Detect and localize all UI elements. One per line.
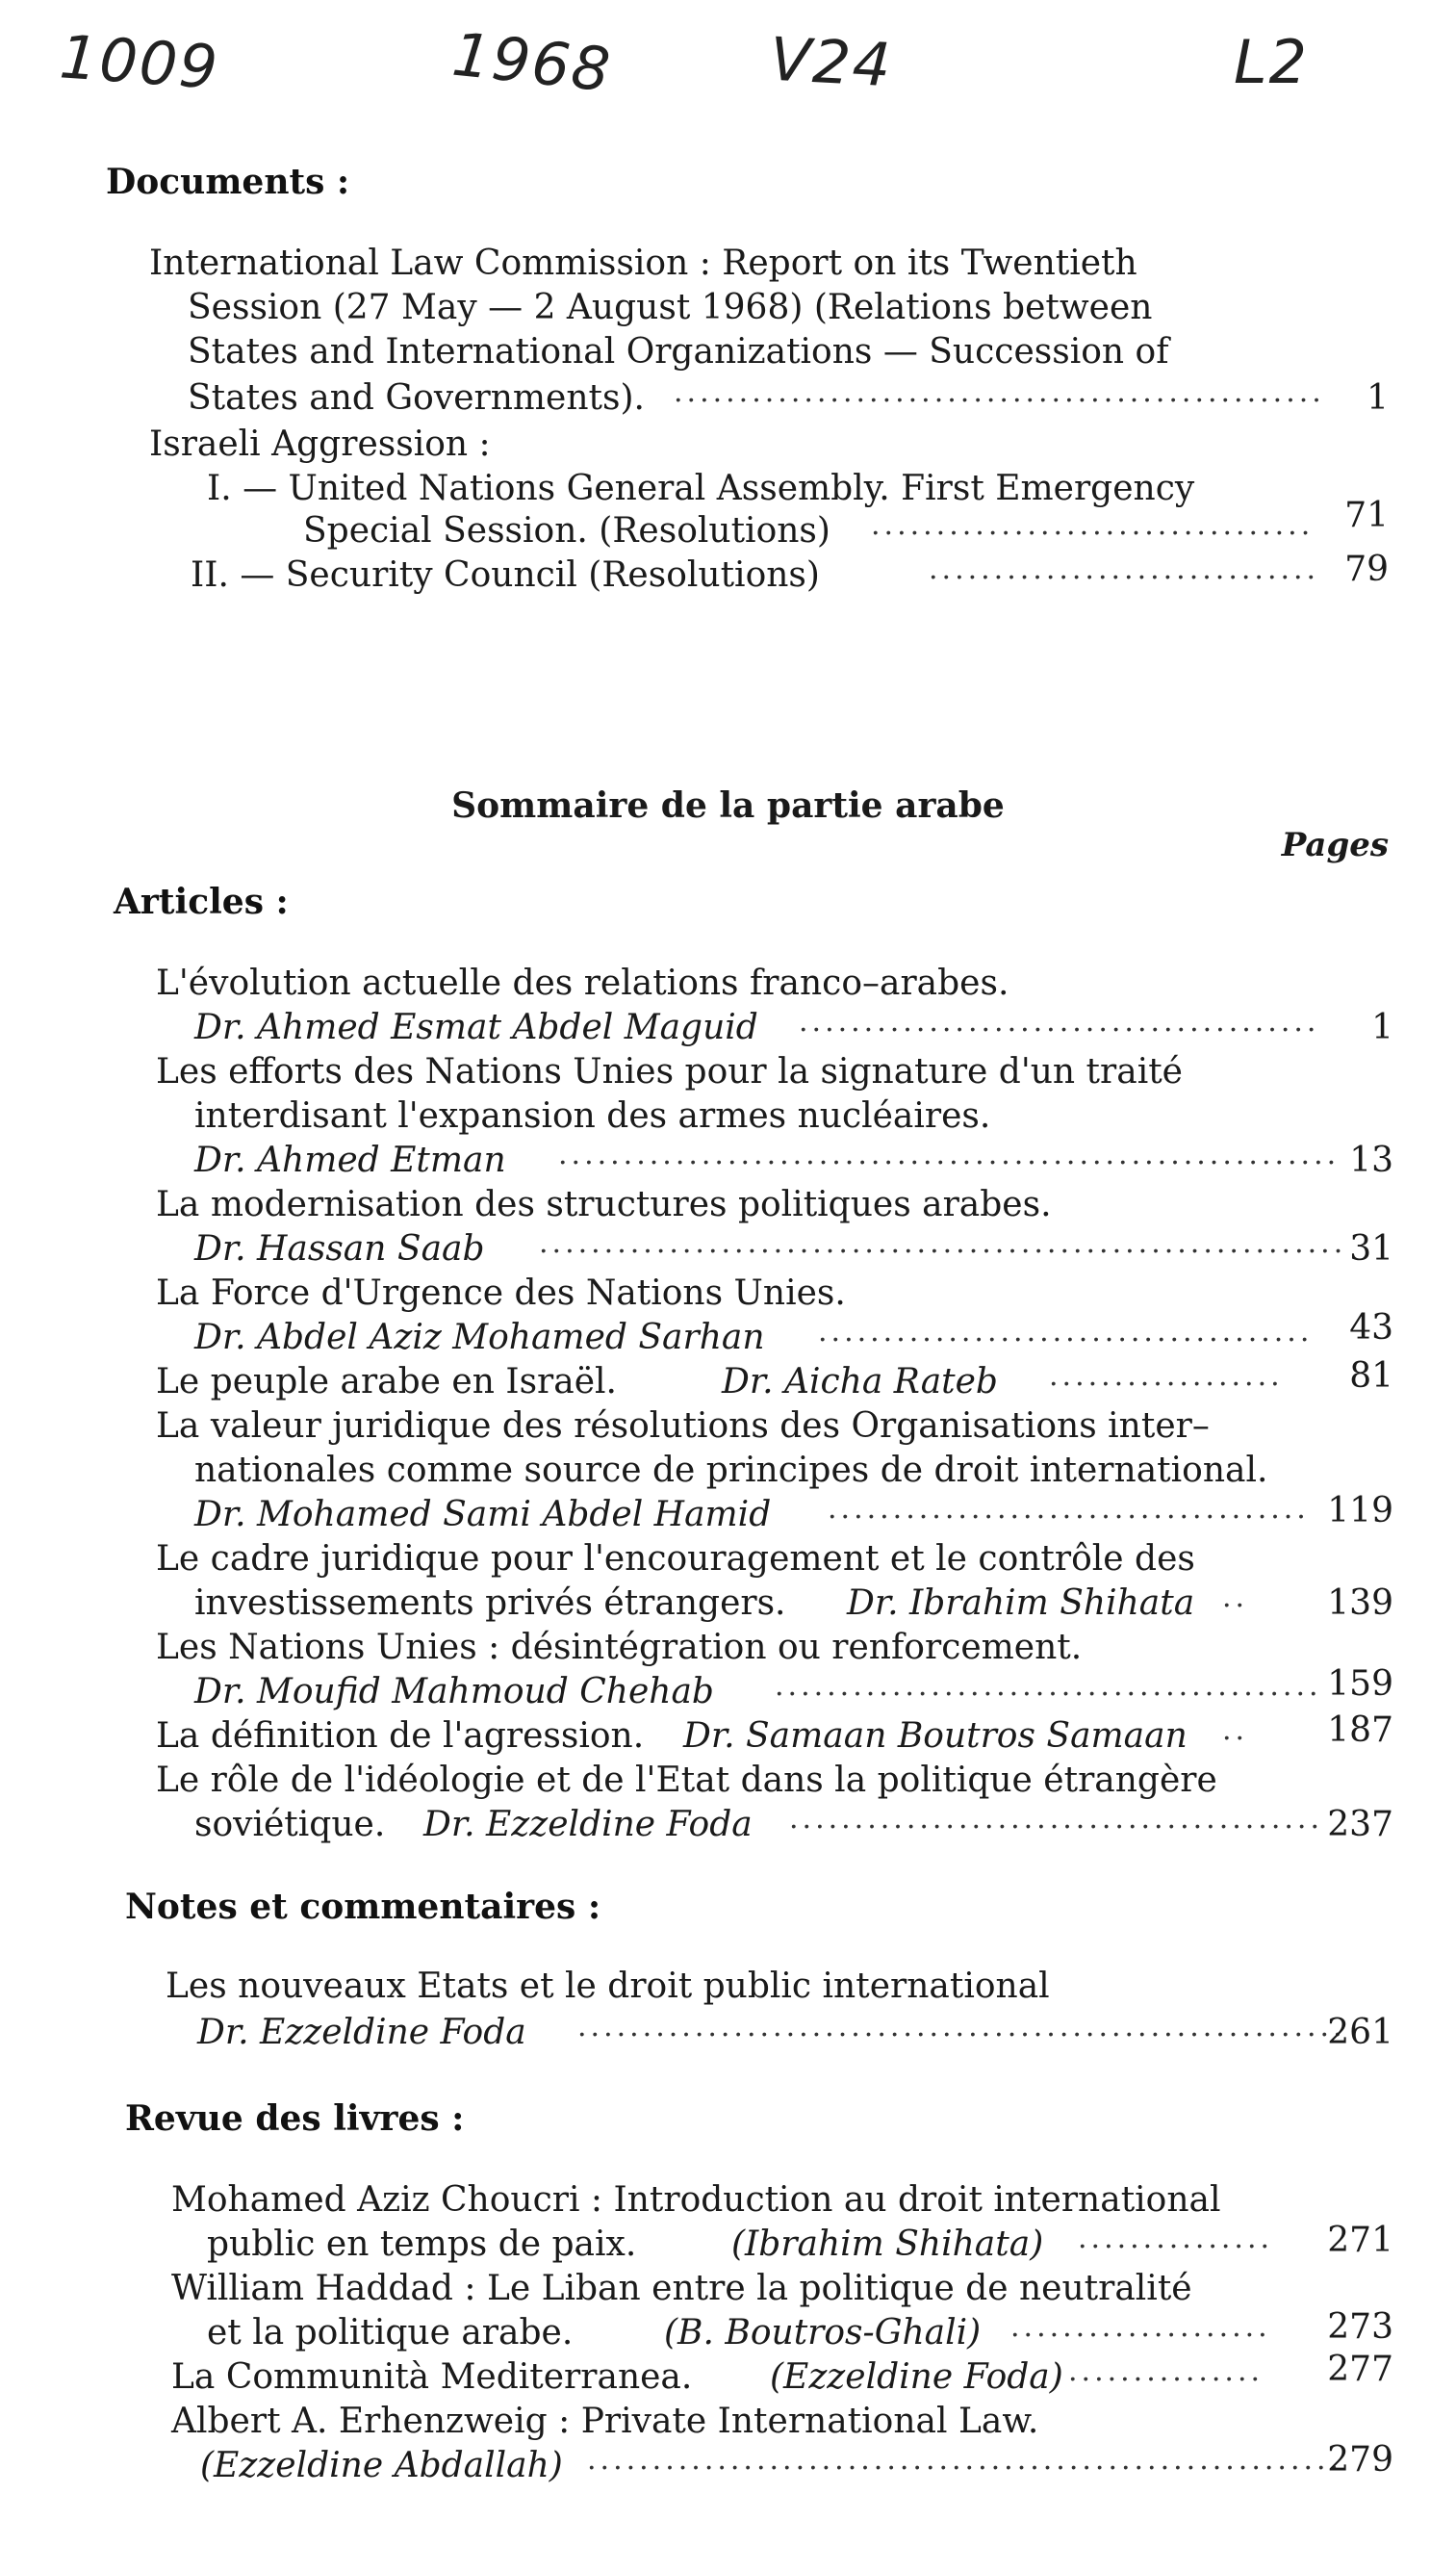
page-number: 237 [1327, 1805, 1393, 1844]
pages-label: Pages [1281, 826, 1389, 864]
page-number: 81 [1349, 1356, 1393, 1396]
book-title: Albert A. Erhenzweig : Private International Law. [171, 2402, 1039, 2441]
page-number: 261 [1327, 2013, 1393, 2052]
page-number: 139 [1327, 1583, 1393, 1623]
israeli-item-1: I. — United Nations General Assembly. First Emergency [207, 469, 1195, 508]
book-reviewer: (B. Boutros-Ghali) [664, 2313, 982, 2352]
book-title-cont: public en temps de paix. [207, 2224, 637, 2264]
toc-line [0, 2179, 1456, 2222]
book-title: William Haddad : Le Liban entre la politique de neutralité [171, 2269, 1192, 2308]
ilc-line-1: International Law Commission : Report on its Twentieth [149, 244, 1137, 283]
page-number: 119 [1327, 1491, 1393, 1530]
article-title: Le rôle de l'idéologie et de l'Etat dans la politique étrangère [156, 1761, 1217, 1800]
toc-line [0, 1627, 1456, 1669]
article-title: La modernisation des structures politiques arabes. [156, 1185, 1052, 1224]
toc-entry [0, 1804, 1456, 1846]
toc-line [0, 1538, 1456, 1581]
article-title-cont: interdisant l'expansion des armes nucléaires. [194, 1096, 991, 1136]
page-number: 1 [1367, 378, 1389, 418]
article-title: Le cadre juridique pour l'encouragement et le contrôle des [156, 1539, 1195, 1579]
page-number: 13 [1349, 1141, 1393, 1180]
page-number: 79 [1344, 550, 1389, 589]
article-title-cont: soviétique. [194, 1805, 386, 1844]
handwritten-number: 1009 [57, 21, 222, 103]
dot-leader: .................................. [871, 508, 1315, 542]
toc-entry [0, 1710, 1456, 1758]
handwritten-year: 1968 [448, 18, 616, 106]
dot-leader: .................. [1049, 1359, 1284, 1393]
article-title: Les Nations Unies : désintégration ou renforcement. [156, 1628, 1083, 1667]
note-author: Dr. Ezzeldine Foda [197, 2013, 526, 2052]
toc-entry [0, 2440, 1456, 2487]
toc-entry [0, 1007, 1456, 1049]
book-title: Mohamed Aziz Choucri : Introduction au droit international [171, 2180, 1221, 2220]
toc-entry [0, 2307, 1456, 2354]
article-title: L'évolution actuelle des relations franco–arabes. [156, 964, 1009, 1003]
toc-entry [0, 1308, 1456, 1359]
toc-line [0, 1273, 1456, 1315]
dot-leader: ............... [1078, 2222, 1274, 2255]
toc-line [0, 1095, 1456, 1138]
book-reviewer: (Ibrahim Shihata) [731, 2224, 1044, 2264]
article-author: Dr. Aicha Rateb [722, 1362, 998, 1401]
page-number: 31 [1349, 1229, 1393, 1269]
dot-leader: .. [1222, 1713, 1249, 1747]
toc-entry [0, 2221, 1456, 2266]
toc-line [0, 963, 1456, 1005]
dot-leader: ............................................................ [558, 1138, 1341, 1171]
dot-leader: ........................................ [799, 1005, 1320, 1039]
toc-entry [0, 1356, 1456, 1403]
toc-line [0, 1966, 1456, 2008]
dot-leader: .............................................................. [539, 1226, 1347, 1260]
page-number: 1 [1371, 1008, 1393, 1047]
toc-line [0, 2401, 1456, 2443]
article-title: La définition de l'agression. [156, 1716, 645, 1756]
toc-entry [0, 1228, 1456, 1271]
article-author: Dr. Hassan Saab [194, 1229, 485, 1269]
article-title-cont: nationales comme source de principes de droit international. [194, 1451, 1268, 1490]
toc-entry [0, 2350, 1456, 2399]
toc-line [0, 243, 1456, 285]
dot-leader: .............................. [929, 553, 1320, 586]
article-author: Dr. Moufid Mahmoud Chehab [194, 1672, 714, 1711]
toc-line [0, 2268, 1456, 2310]
toc-line [0, 331, 1456, 373]
article-author: Dr. Ezzeldine Foda [423, 1805, 753, 1844]
handwritten-volume: V24 [768, 23, 895, 101]
toc-line [0, 424, 1456, 466]
toc-line [0, 1051, 1456, 1093]
toc-entry [0, 496, 1456, 553]
page-number: 159 [1327, 1664, 1393, 1704]
toc-line [0, 1184, 1456, 1226]
article-author: Dr. Ibrahim Shihata [847, 1583, 1195, 1623]
dot-leader: .......................................................... [587, 2443, 1343, 2477]
toc-entry [0, 1664, 1456, 1713]
article-author: Dr. Samaan Boutros Samaan [683, 1716, 1188, 1756]
book-reviewer: (Ezzeldine Abdallah) [200, 2446, 563, 2485]
article-title: Le peuple arabe en Israël. [156, 1362, 617, 1401]
article-author: Dr. Abdel Aziz Mohamed Sarhan [194, 1318, 765, 1357]
articles-heading: Articles : [114, 882, 289, 922]
dot-leader: ........................................................... [577, 2010, 1346, 2044]
toc-entry [0, 1582, 1456, 1625]
article-title: Les efforts des Nations Unies pour la signature d'un traité [156, 1052, 1183, 1092]
handwritten-code: L2 [1234, 27, 1309, 97]
page-number: 279 [1327, 2440, 1393, 2480]
dot-leader: .................... [1010, 2310, 1271, 2344]
toc-line [0, 287, 1456, 329]
article-author: Dr. Ahmed Etman [194, 1141, 506, 1180]
page-number: 71 [1344, 496, 1389, 535]
toc-line [0, 1760, 1456, 1802]
israeli-item-1-cont: Special Session. (Resolutions) [303, 511, 830, 551]
israeli-item-2: II. — Security Council (Resolutions) [191, 555, 820, 595]
dot-leader: ......................................... [789, 1802, 1323, 1836]
toc-entry [0, 550, 1456, 597]
page-number: 273 [1327, 2307, 1393, 2347]
ilc-line-2: Session (27 May — 2 August 1968) (Relations between [188, 288, 1153, 327]
page-number: 187 [1327, 1710, 1393, 1750]
dot-leader: ..................................... [828, 1492, 1310, 1526]
toc-entry [0, 1140, 1456, 1182]
israeli-aggression-title: Israeli Aggression : [149, 424, 491, 464]
revue-heading: Revue des livres : [125, 2098, 465, 2139]
book-title-cont: et la politique arabe. [207, 2313, 574, 2352]
article-title: La Force d'Urgence des Nations Unies. [156, 1273, 846, 1313]
page-number: 277 [1327, 2350, 1393, 2389]
dot-leader: ...................................... [818, 1315, 1314, 1349]
page-number: 43 [1349, 1308, 1393, 1348]
article-author: Dr. Mohamed Sami Abdel Hamid [194, 1495, 772, 1534]
article-author: Dr. Ahmed Esmat Abdel Maguid [194, 1008, 758, 1047]
article-title: La valeur juridique des résolutions des Organisations inter– [156, 1406, 1210, 1446]
toc-entry [0, 1491, 1456, 1536]
toc-line [0, 1405, 1456, 1448]
toc-line [0, 1450, 1456, 1492]
ilc-line-4: States and Governments). [188, 378, 645, 418]
ilc-line-3: States and International Organizations — Succession of [188, 332, 1169, 372]
notes-heading: Notes et commentaires : [125, 1887, 601, 1927]
book-title: La Communità Mediterranea. [171, 2357, 693, 2397]
documents-heading: Documents : [106, 162, 350, 202]
dot-leader: .......................................... [775, 1669, 1322, 1703]
note-title: Les nouveaux Etats et le droit public international [166, 1967, 1050, 2006]
page-number: 271 [1327, 2221, 1393, 2260]
dot-leader: .................................................. [674, 375, 1325, 409]
toc-entry [0, 377, 1456, 420]
dot-leader: ............... [1068, 2354, 1264, 2388]
sommaire-title: Sommaire de la partie arabe [451, 785, 1005, 826]
book-reviewer: (Ezzeldine Foda) [770, 2357, 1063, 2397]
toc-entry [0, 2012, 1456, 2054]
dot-leader: .. [1222, 1581, 1249, 1614]
article-title-cont: investissements privés étrangers. [194, 1583, 786, 1623]
